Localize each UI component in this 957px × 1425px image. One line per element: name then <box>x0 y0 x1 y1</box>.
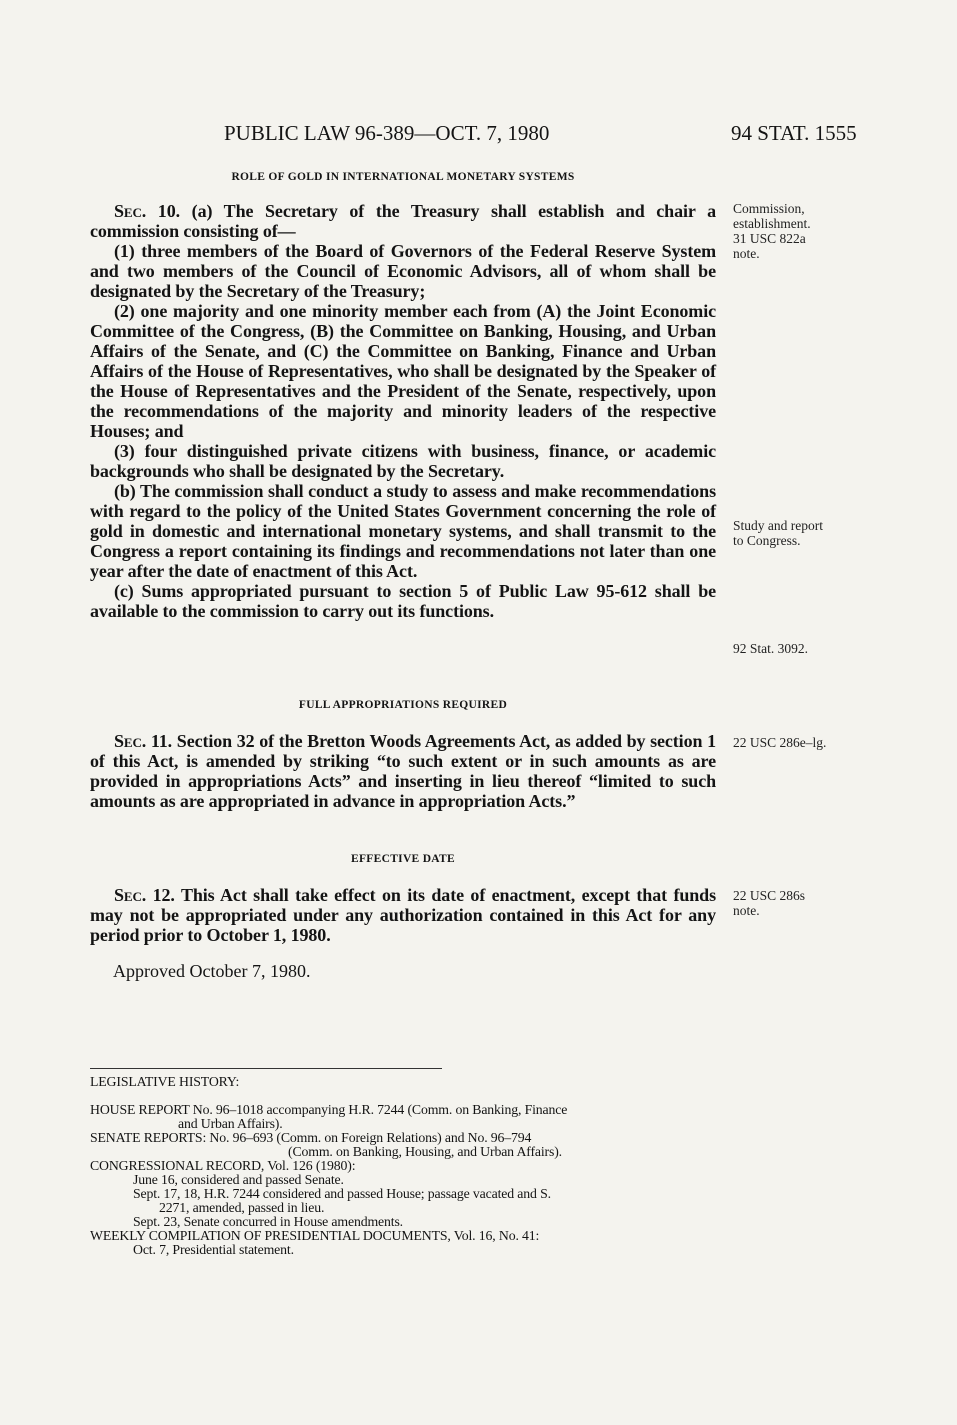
house-report-line-1: HOUSE REPORT No. 96–1018 accompanying H.R. 7244 (Comm. on Banking, Finance <box>90 1102 568 1117</box>
section-10-body <box>90 201 716 621</box>
congressional-record: CONGRESSIONAL RECORD, Vol. 126 (1980): <box>90 1158 356 1173</box>
section-12-body <box>90 885 716 945</box>
margin-note-commission: Commission, establishment. 31 USC 822a note. <box>733 201 811 261</box>
section-heading-appropriations: FULL APPROPRIATIONS REQUIRED <box>298 699 508 711</box>
record-sept17-line-2: 2271, amended, passed in lieu. <box>159 1200 325 1215</box>
house-report-line-2: and Urban Affairs). <box>178 1116 283 1131</box>
section-10-item-1: (1) three members of the Board of Governors of the Federal Reserve System and two members of the Council of Economic Advisors, all of whom shall be designated by the Secretary of the Treasury; <box>90 241 716 301</box>
section-10-item-3: (3) four distinguished private citizens with business, finance, or academic backgrounds who shall be designated by the Secretary. <box>90 441 716 481</box>
approval-line: Approved October 7, 1980. <box>113 961 311 981</box>
section-10-intro: Sec. 10. (a) The Secretary of the Treasury shall establish and chair a commission consisting of— <box>90 201 716 241</box>
section-heading-gold: ROLE OF GOLD IN INTERNATIONAL MONETARY SYSTEMS <box>231 171 575 183</box>
section-11-body <box>90 731 716 811</box>
senate-reports-line-1: SENATE REPORTS: No. 96–693 (Comm. on Foreign Relations) and No. 96–794 <box>90 1130 532 1145</box>
history-divider <box>90 1068 442 1069</box>
section-heading-effective: EFFECTIVE DATE <box>351 853 455 865</box>
section-12-label: Sec. 12. <box>114 885 175 905</box>
margin-note-stat: 92 Stat. 3092. <box>733 641 809 656</box>
section-11-text: Section 32 of the Bretton Woods Agreements Act, as added by section 1 of this Act, is amended by striking “to such extent or in such amounts as are provided in appropriations Acts” and inserting in lieu thereof “limited to such amounts as are appropriated in advance in appropriation Acts.” <box>90 731 716 811</box>
margin-note-usc-286s: 22 USC 286s note. <box>733 888 806 918</box>
margin-note-study: Study and report to Congress. <box>733 518 823 548</box>
legislative-history-title: LEGISLATIVE HISTORY: <box>90 1074 240 1089</box>
section-11-label: Sec. 11. <box>114 731 173 751</box>
weekly-compilation: WEEKLY COMPILATION OF PRESIDENTIAL DOCUMENTS, Vol. 16, No. 41: <box>90 1228 540 1243</box>
margin-note-usc-286e: 22 USC 286e–lg. <box>733 735 827 750</box>
running-header-right: 94 STAT. 1555 <box>731 121 857 145</box>
legislative-history <box>90 1103 716 1257</box>
weekly-oct7: Oct. 7, Presidential statement. <box>133 1242 294 1257</box>
senate-reports-line-2: (Comm. on Banking, Housing, and Urban Affairs). <box>288 1144 562 1159</box>
section-10-item-2: (2) one majority and one minority member each from (A) the Joint Economic Committee of the Congress, (B) the Committee on Banking, Housing, and Urban Affairs of the Senate, and (C) the Committee on Banking, Finance and Urban Affairs of the House of Representatives, who shall be designated by the Speaker of the House of Representatives and the President of the Senate, respectively, upon the recommendations of the majority and minority leaders of the respective Houses; and <box>90 301 716 441</box>
section-10-para-b: (b) The commission shall conduct a study to assess and make recommendations with regard to the policy of the United States Government concerning the role of gold in domestic and international monetary systems, and shall transmit to the Congress a report containing its findings and recommendations not later than one year after the date of enactment of this Act. <box>90 481 716 581</box>
record-sept17-line-1: Sept. 17, 18, H.R. 7244 considered and passed House; passage vacated and S. <box>133 1186 551 1201</box>
section-10-para-c: (c) Sums appropriated pursuant to section 5 of Public Law 95-612 shall be available to the commission to carry out its functions. <box>90 581 716 621</box>
running-header-left: PUBLIC LAW 96-389—OCT. 7, 1980 <box>224 121 550 145</box>
record-june: June 16, considered and passed Senate. <box>133 1172 344 1187</box>
record-sept23: Sept. 23, Senate concurred in House amendments. <box>133 1214 403 1229</box>
section-10-label: Sec. 10. <box>114 201 181 221</box>
section-12-text: This Act shall take effect on its date of enactment, except that funds may not be appropriated under any authorization contained in this Act for any period prior to October 1, 1980. <box>90 885 716 945</box>
